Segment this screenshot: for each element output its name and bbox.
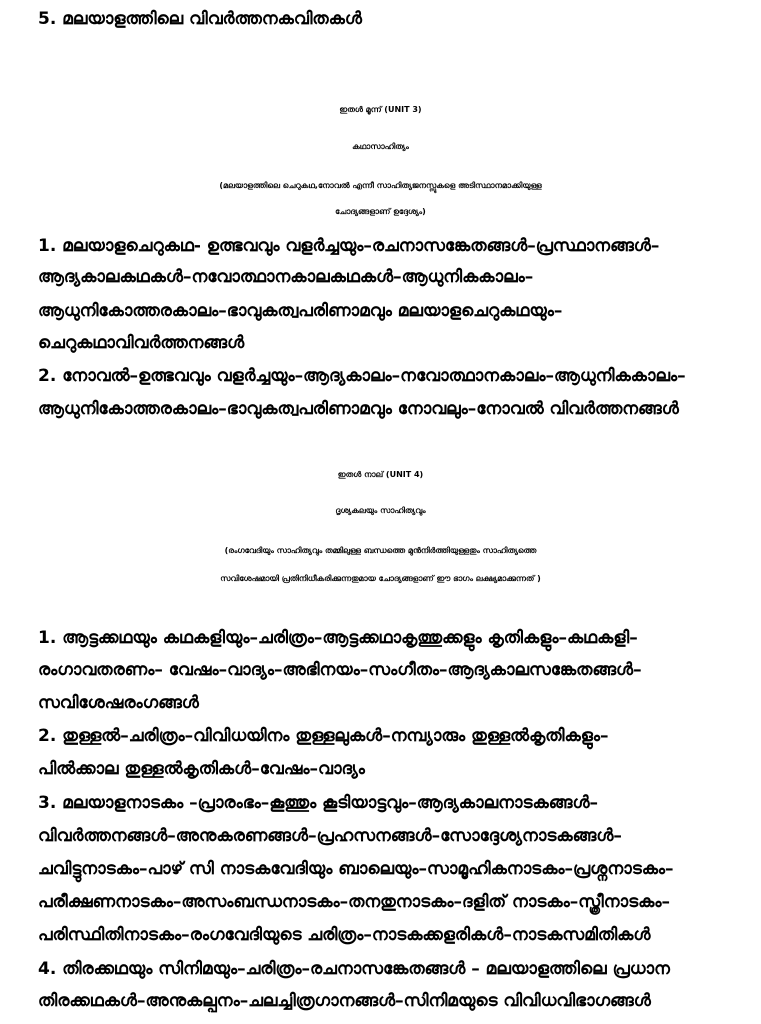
unit4-item-line: തിരക്കഥകൾ–അനുകല്പനം–ചലച്ചിത്രഗാനങ്ങൾ–സിനിമയുടെ വിവിധവിഭാഗങ്ങൾ <box>38 991 651 1011</box>
unit4-item-line: വിവർത്തനങ്ങൾ–അനുകരണങ്ങൾ–പ്രഹസനങ്ങൾ–സോദ്ദേശ്യനാടകങ്ങൾ– <box>38 826 622 846</box>
unit4-item-line: പിൽക്കാല തുള്ളൽകൃതികൾ–വേഷം–വാദ്യം <box>38 759 365 779</box>
unit4-title: ദൃശ്യകലയും സാഹിത്യവും <box>335 506 426 515</box>
unit4-item-line: 3. മലയാളനാടകം –പ്രാരംഭം–കൂത്തും കൂടിയാട്ടവും–ആദ്യകാലനാടകങ്ങൾ– <box>38 793 599 813</box>
unit3-note-line: (മലയാളത്തിലെ ചെറുകഥ,നോവൽ എന്നീ സാഹിത്യജനസ്സുകളെ അടിസ്ഥാനമാക്കിയുള്ള <box>219 181 542 190</box>
unit3-item-line: 1. മലയാളചെറുകഥ- ഉത്ഭവവും വളർച്ചയും–രചനാസങ്കേതങ്ങൾ–പ്രസ്ഥാനങ്ങൾ– <box>38 236 660 256</box>
unit3-title: കഥാസാഹിത്യം <box>352 142 409 151</box>
unit3-note-line: ചോദ്യങ്ങളാണ് ഉദ്ദേശ്യം) <box>335 207 426 216</box>
unit3-label: ഇതൾ മൂന്ന് (UNIT 3) <box>339 105 422 114</box>
unit4-item-line: 4. തിരക്കഥയും സിനിമയും–ചരിത്രം–രചനാസങ്കേതങ്ങൾ – മലയാളത്തിലെ പ്രധാന <box>38 959 670 979</box>
unit4-note-line: (രംഗവേദിയും സാഹിത്യവും തമ്മിലുള്ള ബന്ധത്തെ മുൻനിർത്തിയുള്ളതും സാഹിത്യത്തെ <box>224 546 537 555</box>
unit3-item-line: ആധുനികോത്തരകാലം–ഭാവുകത്വപരിണാമവും മലയാളചെറുകഥയും– <box>38 301 563 321</box>
unit4-item-line: പരീക്ഷണനാടകം–അസംബന്ധനാടകം–തനതുനാടകം–ദളിത് നാടകം–സ്ത്രീനാടകം– <box>38 892 670 912</box>
unit4-label: ഇതൾ നാല് (UNIT 4) <box>337 470 424 479</box>
unit4-item-line: പരിസ്ഥിതിനാടകം–രംഗവേദിയുടെ ചരിത്രം–നാടകക്കളരികൾ–നാടകസമിതികൾ <box>38 925 651 945</box>
unit4-item-line: 2. തുള്ളൽ–ചരിത്രം–വിവിധയിനം തുള്ളലുകൾ–നമ്പ്യാരും തുള്ളൽകൃതികളും– <box>38 726 609 746</box>
unit3-item-line: ആധുനികോത്തരകാലം–ഭാവുകത്വപരിണാമവും നോവലും–നോവൽ വിവർത്തനങ്ങൾ <box>38 399 679 419</box>
unit3-item-line: ആദ്യകാലകഥകൾ–നവോത്ഥാനകാലകഥകൾ–ആധുനികകാലം– <box>38 267 534 287</box>
unit4-note-line: സവിശേഷമായി പ്രതിനിധീകരിക്കുന്നതുമായ ചോദ്യങ്ങളാണ് ഈ ഭാഗം ലക്ഷ്യമാക്കുന്നത് ) <box>220 574 541 583</box>
unit3-item-line: ചെറുകഥാവിവർത്തനങ്ങൾ <box>38 333 245 353</box>
unit4-item-line: 1. ആട്ടക്കഥയും കഥകളിയും–ചരിത്രം–ആട്ടക്കഥാകൃത്തുക്കളും കൃതികളും–കഥകളി– <box>38 628 638 648</box>
unit3-item-line: 2. നോവൽ–ഉത്ഭവവും വളർച്ചയും–ആദ്യകാലം–നവോത്ഥാനകാലം–ആധുനികകാലം– <box>38 366 686 386</box>
unit4-item-line: ചവിട്ടുനാടകം–പാഴ് സി നാടകവേദിയും ബാലെയും–സാമൂഹികനാടകം–പ്രശ്നനാടകം– <box>38 859 674 879</box>
unit4-item-line: രംഗാവതരണം– വേഷം–വാദ്യം–അഭിനയം–സംഗീതം–ആദ്യകാലസങ്കേതങ്ങൾ– <box>38 660 642 680</box>
unit4-item-line: സവിശേഷരംഗങ്ങൾ <box>38 693 199 713</box>
top-list-item: 5. മലയാളത്തിലെ വിവർത്തനകവിതകൾ <box>38 9 362 29</box>
